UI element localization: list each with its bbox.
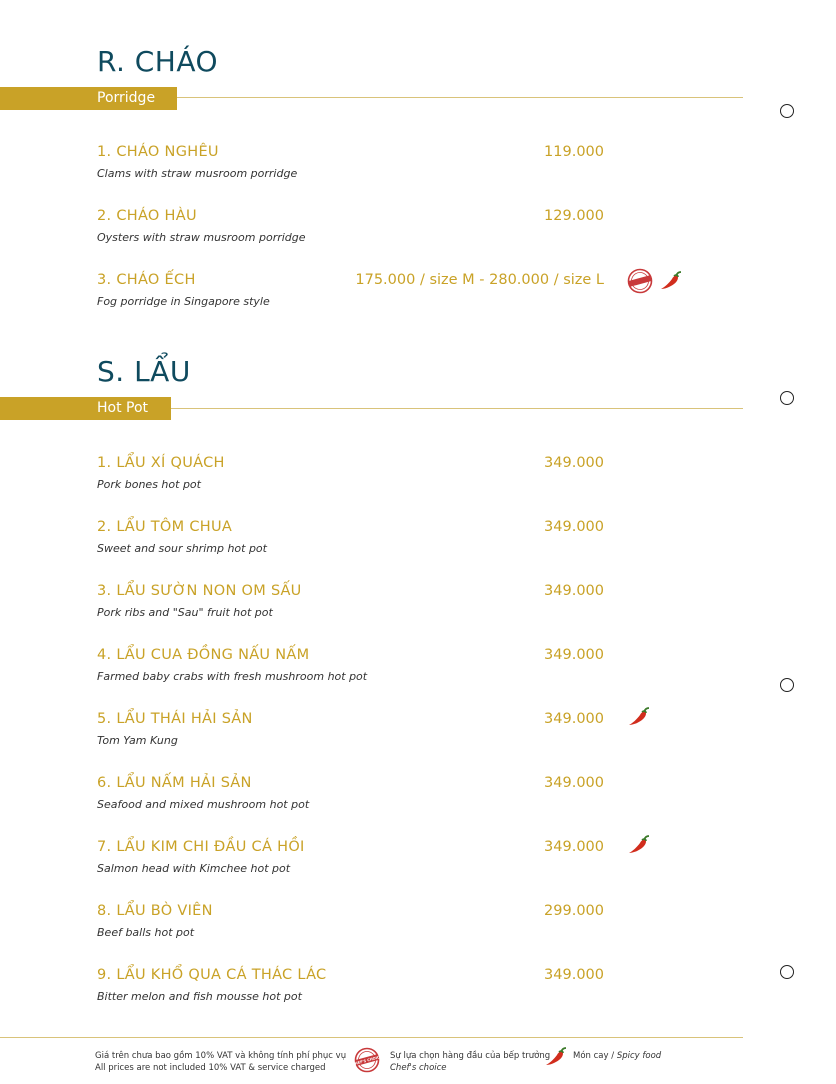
section-rule — [177, 97, 743, 98]
footer-vat-note-en: All prices are not included 10% VAT & service charged — [95, 1063, 326, 1073]
item-description: Pork bones hot pot — [97, 478, 201, 491]
chefs-choice-icon — [351, 1047, 383, 1073]
footer-chef-legend-vi: Sự lựa chọn hàng đầu của bếp trưởng — [390, 1051, 551, 1061]
binder-hole — [780, 965, 794, 979]
item-name: 4. LẨU CUA ĐỒNG NẤU NẤM — [97, 647, 310, 663]
item-name: 3. LẨU SƯỜN NON OM SẤU — [97, 583, 302, 599]
item-name: 2. CHÁO HÀU — [97, 208, 197, 224]
item-price: 349.000 — [544, 583, 604, 599]
menu-item — [97, 903, 697, 947]
footer-spicy-legend — [573, 1050, 661, 1062]
menu-item — [97, 711, 697, 755]
item-description: Clams with straw musroom porridge — [97, 167, 298, 180]
footer-chef-legend-en: Chef's choice — [390, 1063, 447, 1073]
item-description: Bitter melon and fish mousse hot pot — [97, 990, 302, 1003]
item-description: Tom Yam Kung — [97, 734, 178, 747]
item-price: 349.000 — [544, 967, 604, 983]
item-description: Pork ribs and "Sau" fruit hot pot — [97, 606, 273, 619]
section-subtitle: Porridge — [97, 90, 156, 106]
item-name: 9. LẨU KHỔ QUA CÁ THÁC LÁC — [97, 967, 327, 983]
item-name: 8. LẨU BÒ VIÊN — [97, 903, 213, 919]
item-name: 6. LẨU NẤM HẢI SẢN — [97, 775, 252, 791]
menu-item — [97, 272, 697, 316]
menu-item — [97, 208, 697, 252]
item-price: 349.000 — [544, 647, 604, 663]
footer-chef-legend — [390, 1050, 550, 1074]
menu-item — [97, 647, 697, 691]
item-price: 299.000 — [544, 903, 604, 919]
item-price: 349.000 — [544, 455, 604, 471]
menu-item — [97, 144, 697, 188]
footer-spicy-legend-vi: Món cay / — [573, 1051, 615, 1061]
chili-icon — [627, 707, 651, 727]
menu-item — [97, 839, 697, 883]
chefs-choice-icon — [627, 268, 653, 294]
item-description: Oysters with straw musroom porridge — [97, 231, 306, 244]
item-badges — [627, 835, 651, 855]
footer-rule — [0, 1037, 743, 1038]
menu-item — [97, 775, 697, 819]
section-subtitle: Hot Pot — [97, 400, 149, 416]
footer-vat-note-vi: Giá trên chưa bao gồm 10% VAT và không tính phí phục vụ — [95, 1051, 347, 1061]
item-description: Seafood and mixed mushroom hot pot — [97, 798, 310, 811]
item-price: 349.000 — [544, 775, 604, 791]
section-band-hotpot — [0, 397, 171, 420]
item-name: 2. LẨU TÔM CHUA — [97, 519, 233, 535]
section-title-lau: S. LẨU — [97, 355, 191, 388]
item-name: 7. LẨU KIM CHI ĐẦU CÁ HỒI — [97, 839, 305, 855]
section-title-chao: R. CHÁO — [97, 45, 219, 78]
item-description: Salmon head with Kimchee hot pot — [97, 862, 291, 875]
section-band-porridge — [0, 87, 177, 110]
item-name: 1. LẨU XÍ QUÁCH — [97, 455, 225, 471]
item-price: 349.000 — [544, 839, 604, 855]
item-price: 175.000 / size M - 280.000 / size L — [355, 272, 604, 288]
item-price: 349.000 — [544, 519, 604, 535]
stamp-text: CHEF'S CHOICE — [351, 1054, 383, 1067]
menu-item — [97, 967, 697, 1011]
item-badges — [627, 707, 651, 727]
menu-item — [97, 583, 697, 627]
item-price: 129.000 — [544, 208, 604, 224]
item-price: 119.000 — [544, 144, 604, 160]
item-name: 5. LẨU THÁI HẢI SẢN — [97, 711, 253, 727]
chili-icon — [544, 1047, 568, 1067]
binder-hole — [780, 104, 794, 118]
footer-vat-note — [95, 1050, 346, 1074]
menu-item — [97, 455, 697, 499]
item-badges — [627, 268, 683, 294]
item-price: 349.000 — [544, 711, 604, 727]
footer-spicy-legend-en: Spicy food — [616, 1051, 662, 1061]
binder-hole — [780, 391, 794, 405]
item-name: 1. CHÁO NGHÊU — [97, 144, 219, 160]
item-name: 3. CHÁO ẾCH — [97, 272, 196, 288]
binder-hole — [780, 678, 794, 692]
section-rule — [171, 408, 743, 409]
item-description: Fog porridge in Singapore style — [97, 295, 270, 308]
item-description: Beef balls hot pot — [97, 926, 195, 939]
chili-icon — [659, 271, 683, 291]
chili-icon — [627, 835, 651, 855]
item-description: Sweet and sour shrimp hot pot — [97, 542, 267, 555]
item-description: Farmed baby crabs with fresh mushroom hot pot — [97, 670, 368, 683]
menu-item — [97, 519, 697, 563]
